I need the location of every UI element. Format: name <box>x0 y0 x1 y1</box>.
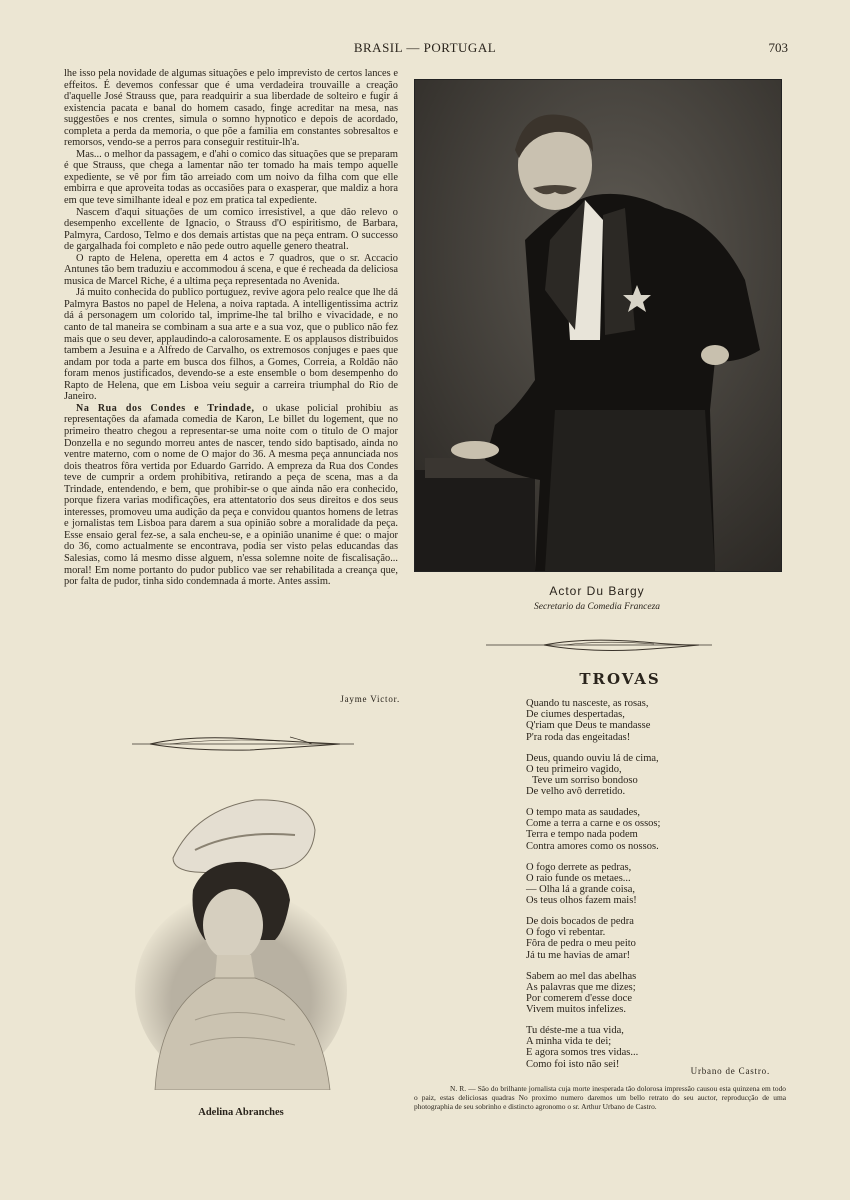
article-column <box>64 68 398 588</box>
poem <box>526 698 786 1080</box>
article-paragraph-lead <box>64 403 398 588</box>
poem-line: De ciumes despertadas, <box>526 709 625 721</box>
editorial-footnote: N. R. — São do brilhante jornalista cuja morte inesperada tão dolorosa impressão causou esta quinzena em todo o paiz, estas deliciosas quadras No proximo numero daremos um bello retrato do seu auctor, reproducção de uma photographia de seu sobrinho e distincto agronomo o sr. Arthur Urbano de Castro. <box>414 1084 786 1111</box>
poem-stanza <box>526 698 786 743</box>
poem-stanza <box>526 753 786 798</box>
actor-caption: Actor Du Bargy <box>549 584 645 598</box>
poem-stanza <box>526 807 786 852</box>
actor-subcaption: Secretario da Comedia Franceza <box>533 602 661 612</box>
lead-in: Na Rua dos Condes e Trindade, <box>76 402 255 414</box>
poem-line: O tempo mata as saudades, <box>526 807 641 818</box>
adelina-portrait <box>135 790 347 1090</box>
running-head: BRASIL — PORTUGAL <box>353 40 497 55</box>
poem-line: Os teus olhos fazem mais! <box>526 895 637 907</box>
poem-stanza <box>526 971 786 1016</box>
poem-author: Urbano de Castro. <box>690 1066 770 1076</box>
poem-line: Já tu me havias de amar! <box>526 949 631 961</box>
actor-photo-image <box>415 80 781 571</box>
quill-ornament-icon <box>130 733 356 753</box>
poem-stanza <box>526 1025 786 1070</box>
poem-line: Come a terra a carne e os ossos; <box>526 818 661 830</box>
poem-line: Contra amores como os nossos. <box>526 840 659 852</box>
article-paragraph: o ukase policial prohibiu as representações da afamada comedia de Karon, Le billet du logement, que no primeiro theatro chegou a representar-se uma noite com o titulo de O major Donzella e no segundo morreu antes de nascer, tendo sido baptisado, ainda no ventre materno, com o nome de O major do 36. A mesma peça annunciada nos dois theatros fôra vertida por Eduardo Garrido. A empreza da Rua dos Condes teve de cumprir a ordem prohibitiva, retirando a peça de scena, mas a da Trindade, entendendo, e bem, que prohibir-se o que ainda não era conhecido, porque fizera varias modificações, era attentatorio dos seus direitos e dos seus interesses, promoveu uma audição da peça e convidou quantos homens de letras e jornalistas tem Lisboa para darem a sua opinião sobre a moralidade da peça. Esse ensaio geral fez-se, a sala encheu-se, e a opinião unanime é que: o major do 36, como actualmente se encontrava, podia ser visto pelas educandas das Salesias, como lá mesmo disse alguem, n'essa solemne noite de fiscalisação... moral! Em nome portanto do pudor publico vae ser rehabilitada a creança que, por falta de pudor, tinha sido condemnada á morte. Antes assim. <box>64 402 398 588</box>
article-paragraph: Mas... o melhor da passagem, e d'ahi o comico das situações que se preparam é que Strauss, que chega a lamentar não ter tomado ha mais tempo aquelle expediente, se vê por fim tão arreiado com um noivo da filha com que elle embirra e que aproveita todas as occasiões para o exasperar, que maldiz a hora em que teve similhante ideal e poz em pratica tal expediente. <box>64 148 398 207</box>
article-author: Jayme Victor. <box>340 694 400 704</box>
actor-photograph <box>414 79 782 572</box>
poem-stanza <box>526 916 786 961</box>
article-paragraph: O rapto de Helena, operetta em 4 actos e 7 quadros, que o sr. Accacio Antunes tão bem traduziu e accommodou á scena, e que é recheada da deliciosa musica de Marcel Riche, é a ultima peça representada no Avenida. <box>64 252 398 287</box>
poem-line: A minha vida te dei; <box>526 1036 612 1048</box>
poem-line: O fogo derrete as pedras, <box>526 861 632 873</box>
poem-line: Como foi isto não sei! <box>526 1058 620 1070</box>
poem-line: P'ra roda das engeitadas! <box>526 731 631 743</box>
poem-line: O fogo vi rebentar. <box>526 927 606 939</box>
poem-title: TROVAS <box>579 670 661 688</box>
poem-line: De dois bocados de pedra <box>526 916 634 927</box>
poem-line: Por comerem d'esse doce <box>526 992 632 1004</box>
poem-line: Tu déste-me a tua vida, <box>526 1025 624 1036</box>
poem-line: O teu primeiro vagido, <box>526 763 622 775</box>
poem-line: Vivem muitos infelizes. <box>526 1004 626 1016</box>
page-number: 703 <box>768 40 788 55</box>
article-paragraph: lhe isso pela novidade de algumas situações e pelo imprevisto de certos lances e effeitos. É devemos confessar que é uma verdadeira trouvaille a creação d'aquelle José Strauss que, para readquirir a sua liberdade de solteiro e fugir á existencia pacata e banal do homem casado, finge acreditar na mesa, nas suggestões e nos crentes, simula o somno hypnotico e depois de acordado, completa a perda da memoria, o que põe a familia em constantes sobresaltos e remorsos, vendo-se a perros para conseguir restituir-lh'a. <box>64 68 398 149</box>
poem-line: O raio funde os metaes... <box>526 872 631 884</box>
poem-line: — Olha lá a grande coisa, <box>526 883 636 895</box>
quill-ornament-icon <box>484 636 714 654</box>
poem-line: Sabem ao mel das abelhas <box>526 970 637 982</box>
poem-stanza <box>526 862 786 907</box>
article-paragraph: Nascem d'aqui situações de um comico irresistivel, a que dão relevo o desempenho excellente de Ignacio, o Strauss d'O espiritismo, de Barbara, Palmyra, Cardoso, Telmo e dos demais artistas que na peça entram. O successo de gargalhada foi completo e não pede outro aquelle genero theatral. <box>64 206 398 253</box>
article-paragraph: Já muito conhecida do publico portuguez, revive agora pelo realce que lhe dá Palmyra Bastos no papel de Helena, a noiva raptada. A intelligentissima actriz dá á personagem um colorido tal, imprime-lhe tal brilho e vivacidade, e no canto de tal maneira se combinam a sua arte e a sua voz, que o publico não fez mais que o seu dever, applaudindo-a calorosamente. E os applausos distribuidos tambem a Jesuina e a Alfredo de Carvalho, os extremosos conjuges e paes que andam por toda a parte em busca dos filhos, a Gomes, Correia, a Roldão não foram menos justificados, devendo-se a este ensemble o bom desempenho do Rapto de Helena, que em Lisboa veiu seguir a carreira triumphal do Rio de Janeiro. <box>64 287 398 403</box>
poem-line: As palavras que me dizes; <box>526 981 636 993</box>
adelina-caption: Adelina Abranches <box>198 1107 284 1118</box>
poem-line: Terra e tempo nada podem <box>526 829 638 841</box>
poem-line: Teve um sorriso bondoso <box>532 774 638 786</box>
poem-line: Q'riam que Deus te mandasse <box>526 720 651 732</box>
poem-line: Fôra de pedra o meu peito <box>526 938 636 950</box>
poem-line: E agora somos tres vidas... <box>526 1047 639 1059</box>
poem-line: Quando tu nasceste, as rosas, <box>526 698 649 709</box>
poem-line: Deus, quando ouviu lá de cima, <box>526 752 659 764</box>
poem-line: De velho avô derretido. <box>526 786 626 798</box>
